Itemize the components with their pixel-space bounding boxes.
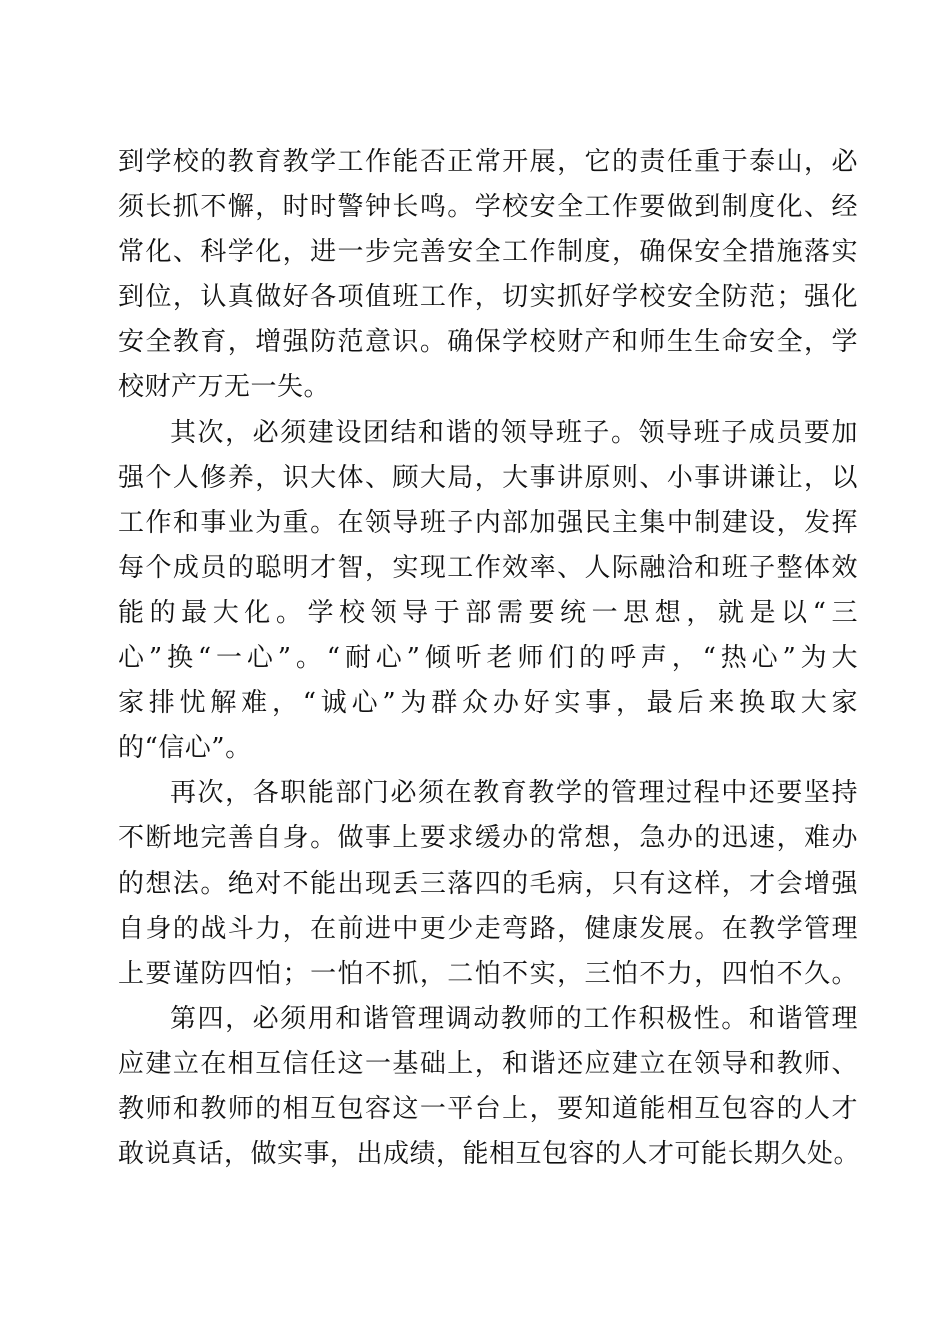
text-line: 应建立在相互信任这一基础上，和谐还应建立在领导和教师、 bbox=[118, 1048, 858, 1079]
text-line: 须长抓不懈，时时警钟长鸣。学校安全工作要做到制度化、经 bbox=[118, 192, 858, 223]
text-line: 到位，认真做好各项值班工作，切实抓好学校安全防范；强化 bbox=[118, 282, 858, 313]
text-line: 校财产万无一失。 bbox=[118, 372, 331, 403]
text-line: 的“信心”。 bbox=[118, 733, 252, 764]
text-line: 敢说真话，做实事，出成绩，能相互包容的人才可能长期久处。 bbox=[118, 1139, 861, 1170]
text-line: 第四，必须用和谐管理调动教师的工作积极性。和谐管理 bbox=[170, 1003, 858, 1034]
text-line: 自身的战斗力，在前进中更少走弯路，健康发展。在教学管理 bbox=[118, 913, 858, 944]
text-line: 家排忧解难，“诚心”为群众办好实事，最后来换取大家 bbox=[118, 688, 858, 719]
paragraph-third bbox=[118, 771, 858, 996]
text-line: 能的最大化。学校领导于部需要统一思想，就是以“三 bbox=[118, 597, 858, 628]
text-line: 每个成员的聪明才智，实现工作效率、人际融洽和班子整体效 bbox=[118, 552, 858, 583]
document-body bbox=[118, 140, 861, 1177]
paragraph-second bbox=[118, 411, 858, 772]
text-line: 不断地完善自身。做事上要求缓办的常想，急办的迅速，难办 bbox=[118, 823, 858, 854]
text-line: 常化、科学化，进一步完善安全工作制度，确保安全措施落实 bbox=[118, 237, 858, 268]
text-line: 心”换“一心”。“耐心”倾听老师们的呼声，“热心”为大 bbox=[118, 643, 858, 674]
text-line: 的想法。绝对不能出现丢三落四的毛病，只有这样，才会增强 bbox=[118, 868, 858, 899]
text-line: 再次，各职能部门必须在教育教学的管理过程中还要坚持 bbox=[170, 778, 858, 809]
text-line: 教师和教师的相互包容这一平台上，要知道能相互包容的人才 bbox=[118, 1093, 858, 1124]
paragraph-continued bbox=[118, 140, 858, 411]
paragraph-fourth bbox=[118, 997, 861, 1177]
text-line: 其次，必须建设团结和谐的领导班子。领导班子成员要加 bbox=[170, 417, 858, 448]
text-line: 强个人修养，识大体、顾大局，大事讲原则、小事讲谦让，以 bbox=[118, 462, 858, 493]
text-line: 到学校的教育教学工作能否正常开展，它的责任重于泰山，必 bbox=[118, 147, 858, 177]
text-line: 工作和事业为重。在领导班子内部加强民主集中制建设，发挥 bbox=[118, 507, 858, 538]
text-line: 安全教育，增强防范意识。确保学校财产和师生生命安全，学 bbox=[118, 327, 858, 358]
text-line: 上要谨防四怕；一怕不抓，二怕不实，三怕不力，四怕不久。 bbox=[118, 958, 858, 989]
